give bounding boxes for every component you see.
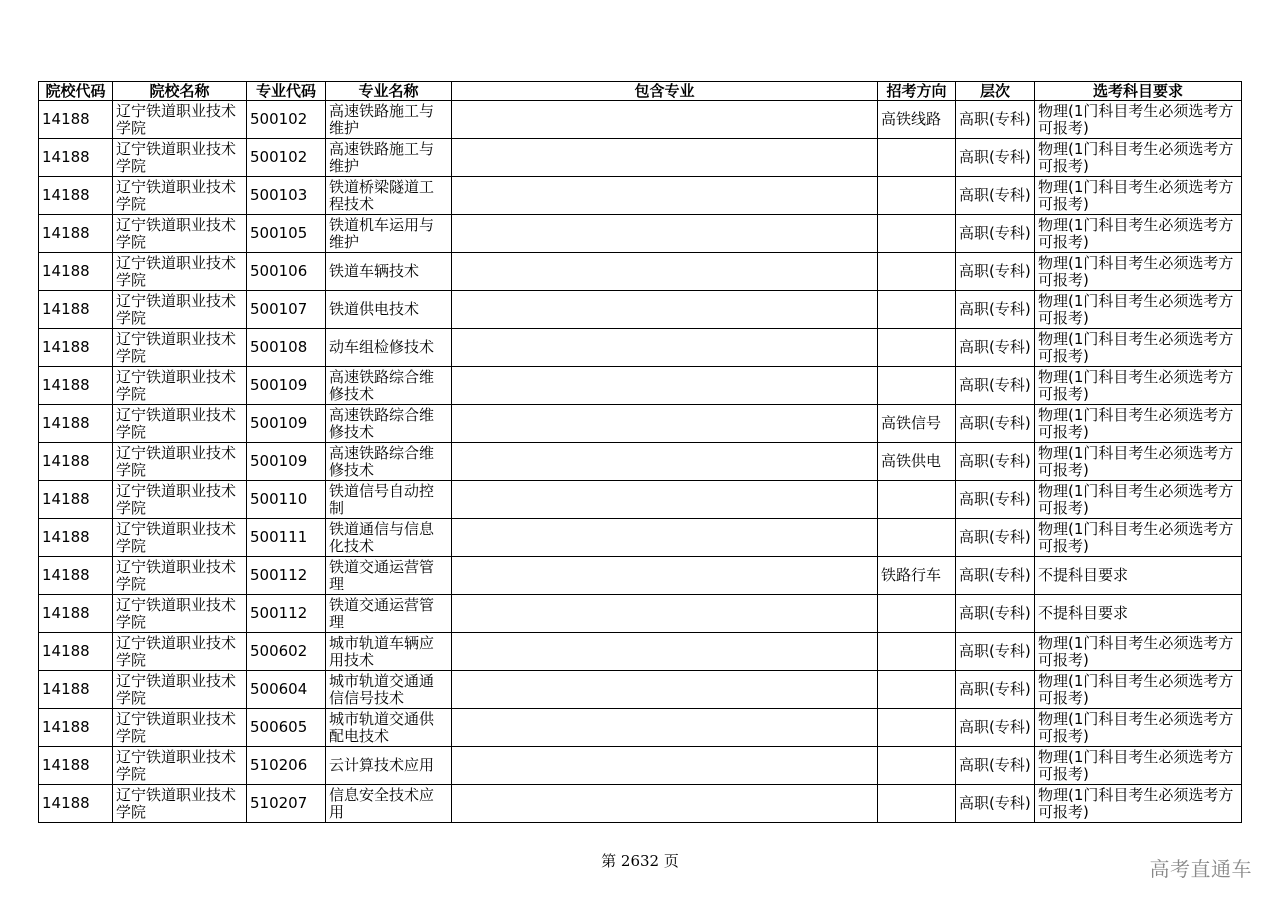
- cell-school-name: 辽宁铁道职业技术学院: [113, 291, 247, 329]
- cell-subject-requirement: 物理(1门科目考生必须选考方可报考): [1035, 253, 1242, 291]
- cell-major-code: 500102: [247, 101, 326, 139]
- cell-major-code: 500106: [247, 253, 326, 291]
- cell-subject-requirement: 物理(1门科目考生必须选考方可报考): [1035, 291, 1242, 329]
- table-row: [39, 139, 1242, 177]
- cell-major-name: 铁道桥梁隧道工程技术: [326, 177, 452, 215]
- cell-included-majors: [452, 215, 878, 253]
- header-subject-requirement: 选考科目要求: [1035, 82, 1242, 101]
- watermark-text: 高考直通车: [1149, 857, 1252, 881]
- cell-school-name: 辽宁铁道职业技术学院: [113, 405, 247, 443]
- cell-major-code: 500604: [247, 671, 326, 709]
- admissions-table: [38, 81, 1242, 823]
- cell-major-code: 500605: [247, 709, 326, 747]
- cell-school-name: 辽宁铁道职业技术学院: [113, 519, 247, 557]
- cell-major-code: 500109: [247, 443, 326, 481]
- cell-direction: [878, 367, 956, 405]
- cell-direction: [878, 595, 956, 633]
- cell-direction: [878, 139, 956, 177]
- cell-major-name: 铁道交通运营管理: [326, 557, 452, 595]
- cell-school-code: 14188: [39, 253, 113, 291]
- cell-major-name: 铁道供电技术: [326, 291, 452, 329]
- table-row: [39, 671, 1242, 709]
- header-major-name: 专业名称: [326, 82, 452, 101]
- cell-included-majors: [452, 329, 878, 367]
- cell-direction: [878, 481, 956, 519]
- cell-school-name: 辽宁铁道职业技术学院: [113, 595, 247, 633]
- cell-school-code: 14188: [39, 557, 113, 595]
- cell-major-code: 500111: [247, 519, 326, 557]
- cell-major-name: 铁道交通运营管理: [326, 595, 452, 633]
- header-school-name: 院校名称: [113, 82, 247, 101]
- cell-school-name: 辽宁铁道职业技术学院: [113, 557, 247, 595]
- table-row: [39, 101, 1242, 139]
- cell-subject-requirement: 不提科目要求: [1035, 595, 1242, 633]
- cell-included-majors: [452, 177, 878, 215]
- cell-major-name: 信息安全技术应用: [326, 785, 452, 823]
- cell-major-code: 500109: [247, 405, 326, 443]
- cell-direction: [878, 329, 956, 367]
- cell-direction: [878, 671, 956, 709]
- cell-direction: [878, 215, 956, 253]
- cell-school-code: 14188: [39, 329, 113, 367]
- cell-school-code: 14188: [39, 139, 113, 177]
- cell-subject-requirement: 物理(1门科目考生必须选考方可报考): [1035, 101, 1242, 139]
- cell-level: 高职(专科): [956, 557, 1035, 595]
- cell-included-majors: [452, 747, 878, 785]
- cell-direction: [878, 291, 956, 329]
- table-body: [39, 101, 1242, 823]
- cell-direction: [878, 709, 956, 747]
- cell-level: 高职(专科): [956, 709, 1035, 747]
- cell-school-code: 14188: [39, 747, 113, 785]
- cell-included-majors: [452, 101, 878, 139]
- cell-included-majors: [452, 633, 878, 671]
- cell-major-name: 云计算技术应用: [326, 747, 452, 785]
- cell-subject-requirement: 物理(1门科目考生必须选考方可报考): [1035, 709, 1242, 747]
- cell-school-name: 辽宁铁道职业技术学院: [113, 367, 247, 405]
- cell-subject-requirement: 物理(1门科目考生必须选考方可报考): [1035, 177, 1242, 215]
- cell-major-code: 500103: [247, 177, 326, 215]
- cell-major-name: 铁道车辆技术: [326, 253, 452, 291]
- cell-direction: [878, 633, 956, 671]
- cell-major-name: 铁道机车运用与维护: [326, 215, 452, 253]
- cell-major-name: 城市轨道交通通信信号技术: [326, 671, 452, 709]
- cell-level: 高职(专科): [956, 177, 1035, 215]
- cell-level: 高职(专科): [956, 139, 1035, 177]
- cell-school-code: 14188: [39, 519, 113, 557]
- table-row: [39, 291, 1242, 329]
- cell-level: 高职(专科): [956, 329, 1035, 367]
- table-row: [39, 367, 1242, 405]
- cell-major-code: 500602: [247, 633, 326, 671]
- header-included-majors: 包含专业: [452, 82, 878, 101]
- table-row: [39, 557, 1242, 595]
- cell-direction: 高铁供电: [878, 443, 956, 481]
- cell-included-majors: [452, 519, 878, 557]
- table-row: [39, 253, 1242, 291]
- cell-level: 高职(专科): [956, 633, 1035, 671]
- cell-level: 高职(专科): [956, 101, 1035, 139]
- cell-major-code: 500102: [247, 139, 326, 177]
- cell-direction: 高铁线路: [878, 101, 956, 139]
- table-row: [39, 481, 1242, 519]
- cell-direction: [878, 519, 956, 557]
- cell-school-name: 辽宁铁道职业技术学院: [113, 671, 247, 709]
- cell-major-code: 510207: [247, 785, 326, 823]
- page-number: 第 2632 页: [601, 852, 679, 870]
- cell-school-name: 辽宁铁道职业技术学院: [113, 785, 247, 823]
- cell-major-name: 高速铁路综合维修技术: [326, 367, 452, 405]
- cell-school-name: 辽宁铁道职业技术学院: [113, 329, 247, 367]
- cell-level: 高职(专科): [956, 291, 1035, 329]
- cell-major-code: 500110: [247, 481, 326, 519]
- cell-school-code: 14188: [39, 785, 113, 823]
- cell-included-majors: [452, 709, 878, 747]
- header-school-code: 院校代码: [39, 82, 113, 101]
- cell-major-code: 500112: [247, 557, 326, 595]
- cell-major-name: 高速铁路施工与维护: [326, 101, 452, 139]
- cell-major-code: 500109: [247, 367, 326, 405]
- cell-subject-requirement: 物理(1门科目考生必须选考方可报考): [1035, 747, 1242, 785]
- table-row: [39, 519, 1242, 557]
- cell-school-code: 14188: [39, 291, 113, 329]
- table-row: [39, 405, 1242, 443]
- cell-major-code: 500108: [247, 329, 326, 367]
- cell-level: 高职(专科): [956, 481, 1035, 519]
- cell-level: 高职(专科): [956, 253, 1035, 291]
- cell-direction: [878, 177, 956, 215]
- cell-included-majors: [452, 595, 878, 633]
- cell-school-name: 辽宁铁道职业技术学院: [113, 215, 247, 253]
- cell-included-majors: [452, 367, 878, 405]
- cell-included-majors: [452, 253, 878, 291]
- cell-major-name: 城市轨道交通供配电技术: [326, 709, 452, 747]
- cell-major-code: 500105: [247, 215, 326, 253]
- table-row: [39, 443, 1242, 481]
- cell-school-code: 14188: [39, 709, 113, 747]
- cell-level: 高职(专科): [956, 405, 1035, 443]
- cell-school-code: 14188: [39, 405, 113, 443]
- cell-school-name: 辽宁铁道职业技术学院: [113, 633, 247, 671]
- cell-direction: [878, 785, 956, 823]
- cell-school-code: 14188: [39, 671, 113, 709]
- cell-subject-requirement: 物理(1门科目考生必须选考方可报考): [1035, 215, 1242, 253]
- cell-direction: 铁路行车: [878, 557, 956, 595]
- cell-major-name: 动车组检修技术: [326, 329, 452, 367]
- table-row: [39, 177, 1242, 215]
- cell-subject-requirement: 物理(1门科目考生必须选考方可报考): [1035, 671, 1242, 709]
- table-row: [39, 747, 1242, 785]
- cell-school-code: 14188: [39, 633, 113, 671]
- cell-level: 高职(专科): [956, 519, 1035, 557]
- cell-school-code: 14188: [39, 481, 113, 519]
- cell-school-name: 辽宁铁道职业技术学院: [113, 709, 247, 747]
- cell-subject-requirement: 物理(1门科目考生必须选考方可报考): [1035, 443, 1242, 481]
- cell-direction: 高铁信号: [878, 405, 956, 443]
- header-direction: 招考方向: [878, 82, 956, 101]
- cell-subject-requirement: 不提科目要求: [1035, 557, 1242, 595]
- cell-subject-requirement: 物理(1门科目考生必须选考方可报考): [1035, 633, 1242, 671]
- cell-school-code: 14188: [39, 443, 113, 481]
- cell-major-name: 铁道通信与信息化技术: [326, 519, 452, 557]
- cell-included-majors: [452, 671, 878, 709]
- cell-major-name: 高速铁路综合维修技术: [326, 443, 452, 481]
- cell-school-code: 14188: [39, 101, 113, 139]
- table-row: [39, 709, 1242, 747]
- table-header-row: [39, 82, 1242, 101]
- cell-school-name: 辽宁铁道职业技术学院: [113, 177, 247, 215]
- cell-included-majors: [452, 785, 878, 823]
- cell-level: 高职(专科): [956, 747, 1035, 785]
- cell-included-majors: [452, 291, 878, 329]
- cell-included-majors: [452, 139, 878, 177]
- cell-level: 高职(专科): [956, 785, 1035, 823]
- cell-level: 高职(专科): [956, 595, 1035, 633]
- cell-level: 高职(专科): [956, 671, 1035, 709]
- cell-major-name: 铁道信号自动控制: [326, 481, 452, 519]
- cell-direction: [878, 747, 956, 785]
- cell-major-code: 510206: [247, 747, 326, 785]
- cell-included-majors: [452, 481, 878, 519]
- table-row: [39, 215, 1242, 253]
- table-row: [39, 329, 1242, 367]
- cell-subject-requirement: 物理(1门科目考生必须选考方可报考): [1035, 139, 1242, 177]
- cell-school-name: 辽宁铁道职业技术学院: [113, 481, 247, 519]
- cell-subject-requirement: 物理(1门科目考生必须选考方可报考): [1035, 329, 1242, 367]
- header-major-code: 专业代码: [247, 82, 326, 101]
- cell-major-name: 高速铁路综合维修技术: [326, 405, 452, 443]
- cell-school-code: 14188: [39, 177, 113, 215]
- cell-major-name: 高速铁路施工与维护: [326, 139, 452, 177]
- cell-major-name: 城市轨道车辆应用技术: [326, 633, 452, 671]
- table-row: [39, 633, 1242, 671]
- cell-school-name: 辽宁铁道职业技术学院: [113, 139, 247, 177]
- cell-direction: [878, 253, 956, 291]
- cell-included-majors: [452, 557, 878, 595]
- cell-school-code: 14188: [39, 367, 113, 405]
- cell-school-name: 辽宁铁道职业技术学院: [113, 443, 247, 481]
- cell-school-code: 14188: [39, 595, 113, 633]
- cell-level: 高职(专科): [956, 215, 1035, 253]
- cell-level: 高职(专科): [956, 443, 1035, 481]
- cell-major-code: 500112: [247, 595, 326, 633]
- cell-major-code: 500107: [247, 291, 326, 329]
- cell-included-majors: [452, 443, 878, 481]
- cell-included-majors: [452, 405, 878, 443]
- cell-school-name: 辽宁铁道职业技术学院: [113, 101, 247, 139]
- cell-subject-requirement: 物理(1门科目考生必须选考方可报考): [1035, 519, 1242, 557]
- cell-school-name: 辽宁铁道职业技术学院: [113, 253, 247, 291]
- cell-subject-requirement: 物理(1门科目考生必须选考方可报考): [1035, 405, 1242, 443]
- cell-school-code: 14188: [39, 215, 113, 253]
- table-row: [39, 785, 1242, 823]
- cell-subject-requirement: 物理(1门科目考生必须选考方可报考): [1035, 785, 1242, 823]
- table-row: [39, 595, 1242, 633]
- cell-subject-requirement: 物理(1门科目考生必须选考方可报考): [1035, 367, 1242, 405]
- cell-school-name: 辽宁铁道职业技术学院: [113, 747, 247, 785]
- cell-subject-requirement: 物理(1门科目考生必须选考方可报考): [1035, 481, 1242, 519]
- cell-level: 高职(专科): [956, 367, 1035, 405]
- header-level: 层次: [956, 82, 1035, 101]
